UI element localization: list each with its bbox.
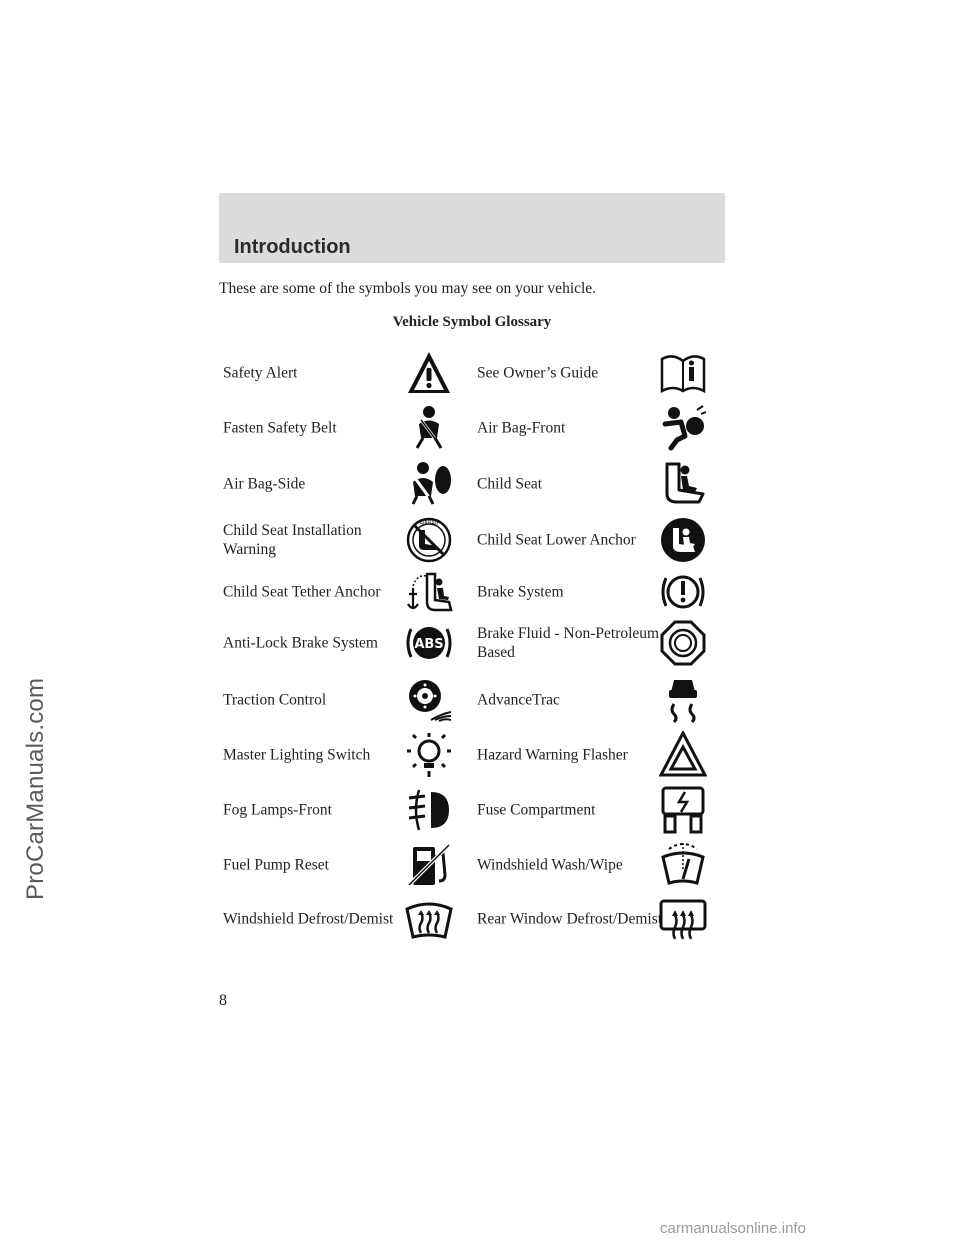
brake-system-icon [659,568,707,616]
intro-text: These are some of the symbols you may see on your vehicle. [219,280,597,297]
glossary-row [219,730,725,780]
glossary-row [219,403,725,453]
hazard-triangle-icon [659,731,707,779]
warning-triangle-icon [405,349,453,397]
fuse-icon [659,786,707,834]
section-title: Introduction [234,236,351,258]
svg-text:AIRBAG: AIRBAG [419,520,439,527]
glossary-title: Vehicle Symbol Glossary [392,314,552,330]
open-book-icon [659,349,707,397]
child-seat-anchor-icon [659,516,707,564]
symbol-label: Windshield Wash/Wipe [477,856,623,874]
symbol-label: Safety Alert [223,364,298,382]
symbol-label: Air Bag-Side [223,475,306,493]
symbol-label: Fuel Pump Reset [223,856,329,874]
child-seat-icon [659,460,707,508]
abs-icon [405,619,453,667]
symbol-label: Fuse Compartment [477,801,596,819]
symbol-label: Child Seat Lower Anchor [477,531,636,549]
symbol-label: Brake System [477,583,564,601]
tether-anchor-icon [405,568,453,616]
symbol-label: Rear Window Defrost/Demist [477,910,663,928]
section-header [219,193,725,263]
symbol-label: Child Seat Tether Anchor [223,583,381,601]
child-seat-warning-icon [405,516,453,564]
symbol-label: Child Seat [477,475,543,493]
advancetrac-icon [659,676,707,724]
glossary-row [219,894,725,944]
glossary-row [219,567,725,617]
glossary-row [219,785,725,835]
symbol-label: Air Bag-Front [477,419,566,437]
glossary-row [219,840,725,890]
symbol-label: Hazard Warning Flasher [477,746,628,764]
glossary-row [219,618,725,668]
brake-fluid-icon [659,619,707,667]
rear-defrost-icon [659,895,707,943]
seatbelt-icon [405,404,453,452]
symbol-label: Master Lighting Switch [223,746,371,764]
symbol-label: Fog Lamps-Front [223,801,332,819]
footer-watermark: carmanualsonline.info [660,1220,806,1237]
page-number: 8 [219,992,227,1009]
glossary-row [219,459,725,509]
wiper-icon [659,841,707,889]
airbag-front-icon [659,404,707,452]
glossary-row [219,675,725,725]
symbol-label: Child Seat Installation Warning [223,522,362,558]
lighting-switch-icon [405,731,453,779]
symbol-label: Traction Control [223,691,327,709]
symbol-label: See Owner’s Guide [477,364,599,382]
glossary-row [219,515,725,565]
symbol-label: AdvanceTrac [477,691,560,709]
side-watermark: ProCarManuals.com [22,677,49,900]
traction-control-icon [405,676,453,724]
symbol-label: Windshield Defrost/Demist [223,910,394,928]
front-defrost-icon [405,895,453,943]
symbol-label: Fasten Safety Belt [223,419,337,437]
symbol-label: Anti-Lock Brake System [223,634,378,652]
glossary-row [219,348,725,398]
svg-text:ABS: ABS [414,637,444,652]
fog-lamp-icon [405,786,453,834]
airbag-side-icon [405,460,453,508]
symbol-label: Brake Fluid - Non-Petroleum Based [477,625,660,661]
fuel-pump-icon [405,841,453,889]
